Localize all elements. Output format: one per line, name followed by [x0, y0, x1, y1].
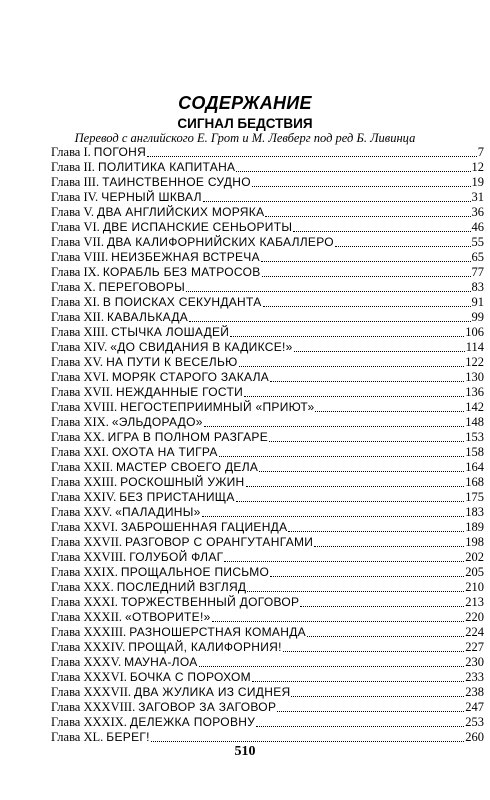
- chapter-title: БЕРЕГ!: [106, 730, 150, 744]
- dot-leader: [202, 515, 465, 517]
- toc-entry: [51, 160, 484, 175]
- toc-entry: [51, 310, 484, 325]
- chapter-page-number: 198: [465, 535, 484, 549]
- toc-entry: [51, 280, 484, 295]
- dot-leader: [256, 725, 464, 727]
- chapter-title: ДВА АНГЛИЙСКИХ МОРЯКА: [97, 205, 265, 219]
- chapter-label: Глава XXXIV.: [51, 640, 126, 654]
- dot-leader: [277, 710, 464, 712]
- toc-entry: [51, 595, 484, 610]
- dot-leader: [247, 590, 464, 592]
- chapter-title: ПРОЩАЙ, КАЛИФОРНИЯ!: [128, 640, 282, 654]
- chapter-label: Глава XVIII.: [51, 400, 118, 414]
- chapter-page-number: 65: [471, 250, 484, 264]
- chapter-page-number: 168: [465, 475, 484, 489]
- toc-entry: [51, 175, 484, 190]
- chapter-label: Глава XL.: [51, 730, 104, 744]
- chapter-page-number: 130: [465, 370, 484, 384]
- chapter-page-number: 220: [465, 610, 484, 624]
- chapter-title: КАВАЛЬКАДА: [106, 310, 189, 324]
- toc-entry: [51, 490, 484, 505]
- dot-leader: [315, 410, 464, 412]
- toc-entry: [51, 505, 484, 520]
- chapter-page-number: 230: [465, 655, 484, 669]
- chapter-page-number: 99: [471, 310, 484, 324]
- chapter-page-number: 153: [465, 430, 484, 444]
- chapter-title: НА ПУТИ К ВЕСЕЛЬЮ: [106, 355, 238, 369]
- chapter-page-number: 106: [465, 325, 484, 339]
- dot-leader: [288, 530, 464, 532]
- translation-credit: Перевод с английского Е. Грот и М. Левберг под ред Б. Ливинца: [74, 131, 416, 145]
- dot-leader: [259, 470, 464, 472]
- chapter-page-number: 114: [465, 340, 484, 354]
- chapter-page-number: 122: [465, 355, 484, 369]
- chapter-page-number: 202: [465, 550, 484, 564]
- toc-entry: [51, 610, 484, 625]
- chapter-title: ТАИНСТВЕННОЕ СУДНО: [102, 175, 251, 189]
- chapter-page-number: 55: [471, 235, 484, 249]
- chapter-title: НЕЖДАННЫЕ ГОСТИ: [116, 385, 244, 399]
- toc-entry: [51, 415, 484, 430]
- dot-leader: [219, 455, 465, 457]
- toc-entry: [51, 250, 484, 265]
- chapter-label: Глава XIII.: [51, 325, 109, 339]
- chapter-title: «ДО СВИДАНИЯ В КАДИКСЕ!»: [110, 340, 293, 354]
- chapter-title: НЕГОСТЕПРИИМНЫЙ «ПРИЮТ»: [120, 400, 315, 414]
- toc-entry: [51, 220, 484, 235]
- toc-entry: [51, 445, 484, 460]
- chapter-label: Глава VI.: [51, 220, 100, 234]
- chapter-page-number: 46: [471, 220, 484, 234]
- chapter-label: Глава XXXVIII.: [51, 700, 136, 714]
- chapter-label: Глава XXVII.: [51, 535, 123, 549]
- chapter-page-number: 77: [471, 265, 484, 279]
- toc-entry: [51, 205, 484, 220]
- chapter-title: ЧЕРНЫЙ ШКВАЛ: [101, 190, 202, 204]
- toc-entry: [51, 430, 484, 445]
- chapter-title: БОЧКА С ПОРОХОМ: [129, 670, 251, 684]
- dot-leader: [294, 350, 465, 352]
- chapter-label: Глава I.: [51, 145, 91, 159]
- chapter-page-number: 19: [471, 175, 484, 189]
- toc-entry: [51, 715, 484, 730]
- toc-entry: [51, 730, 484, 745]
- chapter-label: Глава XV.: [51, 355, 104, 369]
- chapter-label: Глава XVI.: [51, 370, 109, 384]
- chapter-label: Глава XX.: [51, 430, 105, 444]
- chapter-label: Глава IX.: [51, 265, 100, 279]
- chapter-title: «ЭЛЬДОРАДО»: [111, 415, 203, 429]
- chapter-label: Глава XII.: [51, 310, 104, 324]
- chapter-title: ДВА КАЛИФОРНИЙСКИХ КАБАЛЛЕРО: [106, 235, 334, 249]
- toc-entry: [51, 265, 484, 280]
- chapter-label: Глава XXXI.: [51, 595, 118, 609]
- dot-leader: [151, 740, 464, 742]
- chapter-page-number: 213: [465, 595, 484, 609]
- chapter-page-number: 142: [465, 400, 484, 414]
- dot-leader: [283, 650, 465, 652]
- chapter-title: МАСТЕР СВОЕГО ДЕЛА: [116, 460, 259, 474]
- chapter-page-number: 224: [465, 625, 484, 639]
- dot-leader: [252, 680, 464, 682]
- chapter-title: ПОСЛЕДНИЙ ВЗГЛЯД: [116, 580, 247, 594]
- chapter-label: Глава XXI.: [51, 445, 109, 459]
- chapter-title: ПОГОНЯ: [93, 145, 147, 159]
- toc-entry: [51, 580, 484, 595]
- toc-entry: [51, 190, 484, 205]
- dot-leader: [314, 545, 464, 547]
- chapter-title: НЕИЗБЕЖНАЯ ВСТРЕЧА: [111, 250, 260, 264]
- toc-entry: [51, 325, 484, 340]
- dot-leader: [307, 635, 464, 637]
- toc-entry: [51, 340, 484, 355]
- dot-leader: [261, 260, 471, 262]
- chapter-title: В ПОИСКАХ СЕКУНДАНТА: [102, 295, 262, 309]
- dot-leader: [230, 335, 464, 337]
- chapter-page-number: 238: [465, 685, 484, 699]
- chapter-title: РОСКОШНЫЙ УЖИН: [120, 475, 245, 489]
- toc-entry: [51, 400, 484, 415]
- chapter-label: Глава IV.: [51, 190, 99, 204]
- dot-leader: [270, 575, 464, 577]
- chapter-title: «ОТВОРИТЕ!»: [125, 610, 211, 624]
- dot-leader: [293, 230, 470, 232]
- toc-entry: [51, 355, 484, 370]
- chapter-title: КОРАБЛЬ БЕЗ МАТРОСОВ: [102, 265, 261, 279]
- toc-entry: [51, 670, 484, 685]
- chapter-page-number: 183: [465, 505, 484, 519]
- chapter-label: Глава XXVI.: [51, 520, 118, 534]
- chapter-label: Глава XXX.: [51, 580, 114, 594]
- chapter-label: Глава VIII.: [51, 250, 109, 264]
- chapter-label: Глава X.: [51, 280, 96, 294]
- chapter-label: Глава III.: [51, 175, 100, 189]
- toc-entry: [51, 145, 484, 160]
- chapter-title: БЕЗ ПРИСТАНИЩА: [119, 490, 235, 504]
- dot-leader: [199, 665, 465, 667]
- chapter-page-number: 233: [465, 670, 484, 684]
- chapter-page-number: 31: [471, 190, 484, 204]
- chapter-title: ДВА ЖУЛИКА ИЗ СИДНЕЯ: [134, 685, 291, 699]
- book-title: СИГНАЛ БЕДСТВИЯ: [177, 116, 313, 131]
- dot-leader: [236, 170, 470, 172]
- chapter-page-number: 205: [465, 565, 484, 579]
- chapter-label: Глава XXXIX.: [51, 715, 127, 729]
- chapter-title: ПРОЩАЛЬНОЕ ПИСЬМО: [120, 565, 270, 579]
- dot-leader: [246, 485, 465, 487]
- chapter-title: МАУНА-ЛОА: [124, 655, 198, 669]
- toc-entry: [51, 475, 484, 490]
- dot-leader: [244, 395, 464, 397]
- dot-leader: [335, 245, 471, 247]
- toc-entry: [51, 460, 484, 475]
- chapter-page-number: 260: [465, 730, 484, 744]
- chapter-title: РАЗГОВОР С ОРАНГУТАНГАМИ: [125, 535, 314, 549]
- chapter-title: ДЕЛЕЖКА ПОРОВНУ: [129, 715, 256, 729]
- chapter-page-number: 12: [471, 160, 484, 174]
- dot-leader: [224, 560, 464, 562]
- chapter-page-number: 164: [465, 460, 484, 474]
- chapter-title: ТОРЖЕСТВЕННЫЙ ДОГОВОР: [120, 595, 300, 609]
- chapter-page-number: 36: [471, 205, 484, 219]
- chapter-title: МОРЯК СТАРОГО ЗАКАЛА: [111, 370, 270, 384]
- toc-entry: [51, 535, 484, 550]
- page-number: 510: [234, 744, 256, 759]
- chapter-label: Глава XXXV.: [51, 655, 122, 669]
- dot-leader: [252, 185, 471, 187]
- dot-leader: [189, 320, 470, 322]
- chapter-label: Глава XVII.: [51, 385, 113, 399]
- toc-entry: [51, 295, 484, 310]
- chapter-title: ПЕРЕГОВОРЫ: [98, 280, 186, 294]
- chapter-title: ЗАГОВОР ЗА ЗАГОВОР: [138, 700, 277, 714]
- dot-leader: [265, 215, 470, 217]
- chapter-page-number: 7: [477, 145, 484, 159]
- dot-leader: [270, 380, 464, 382]
- chapter-label: Глава XXVIII.: [51, 550, 127, 564]
- dot-leader: [262, 275, 471, 277]
- chapter-title: СТЫЧКА ЛОШАДЕЙ: [111, 325, 230, 339]
- dot-leader: [203, 200, 471, 202]
- chapter-label: Глава XXIII.: [51, 475, 118, 489]
- chapter-page-number: 210: [465, 580, 484, 594]
- chapter-page-number: 175: [465, 490, 484, 504]
- toc-entry: [51, 550, 484, 565]
- dot-leader: [204, 425, 465, 427]
- chapter-label: Глава XXIX.: [51, 565, 118, 579]
- dot-leader: [269, 440, 464, 442]
- chapter-title: ДВЕ ИСПАНСКИЕ СЕНЬОРИТЫ: [102, 220, 293, 234]
- chapter-label: Глава XXXIII.: [51, 625, 127, 639]
- toc-entry: [51, 700, 484, 715]
- chapter-label: Глава VII.: [51, 235, 104, 249]
- chapter-label: Глава XXIV.: [51, 490, 117, 504]
- chapter-page-number: 227: [465, 640, 484, 654]
- dot-leader: [263, 305, 471, 307]
- chapter-label: Глава XIV.: [51, 340, 108, 354]
- toc-entry: [51, 685, 484, 700]
- toc-entry: [51, 520, 484, 535]
- chapter-title: РАЗНОШЕРСТНАЯ КОМАНДА: [129, 625, 306, 639]
- chapter-label: Глава XXXVII.: [51, 685, 132, 699]
- chapter-page-number: 148: [465, 415, 484, 429]
- toc-entry: [51, 235, 484, 250]
- dot-leader: [186, 290, 470, 292]
- chapter-page-number: 247: [465, 700, 484, 714]
- chapter-page-number: 253: [465, 715, 484, 729]
- chapter-label: Глава V.: [51, 205, 95, 219]
- chapter-page-number: 189: [465, 520, 484, 534]
- chapter-label: Глава XIX.: [51, 415, 109, 429]
- dot-leader: [300, 605, 464, 607]
- table-of-contents: [51, 145, 484, 745]
- dot-leader: [147, 155, 477, 157]
- chapter-page-number: 91: [471, 295, 484, 309]
- chapter-title: ГОЛУБОЙ ФЛАГ: [129, 550, 224, 564]
- contents-heading: СОДЕРЖАНИЕ: [178, 93, 312, 113]
- chapter-title: ЗАБРОШЕННАЯ ГАЦИЕНДА: [120, 520, 288, 534]
- toc-entry: [51, 655, 484, 670]
- chapter-title: «ПАЛАДИНЫ»: [115, 505, 201, 519]
- chapter-label: Глава XXXII.: [51, 610, 123, 624]
- toc-entry: [51, 565, 484, 580]
- chapter-page-number: 136: [465, 385, 484, 399]
- dot-leader: [291, 695, 464, 697]
- dot-leader: [236, 500, 465, 502]
- chapter-label: Глава XXXVI.: [51, 670, 127, 684]
- chapter-page-number: 158: [465, 445, 484, 459]
- chapter-title: ИГРА В ПОЛНОМ РАЗГАРЕ: [107, 430, 269, 444]
- toc-entry: [51, 625, 484, 640]
- chapter-title: ОХОТА НА ТИГРА: [111, 445, 218, 459]
- chapter-title: ПОЛИТИКА КАПИТАНА: [97, 160, 236, 174]
- dot-leader: [239, 365, 465, 367]
- chapter-label: Глава II.: [51, 160, 95, 174]
- chapter-page-number: 83: [471, 280, 484, 294]
- toc-entry: [51, 370, 484, 385]
- chapter-label: Глава XXV.: [51, 505, 113, 519]
- chapter-label: Глава XXII.: [51, 460, 113, 474]
- toc-entry: [51, 640, 484, 655]
- toc-entry: [51, 385, 484, 400]
- dot-leader: [212, 620, 465, 622]
- chapter-label: Глава XI.: [51, 295, 100, 309]
